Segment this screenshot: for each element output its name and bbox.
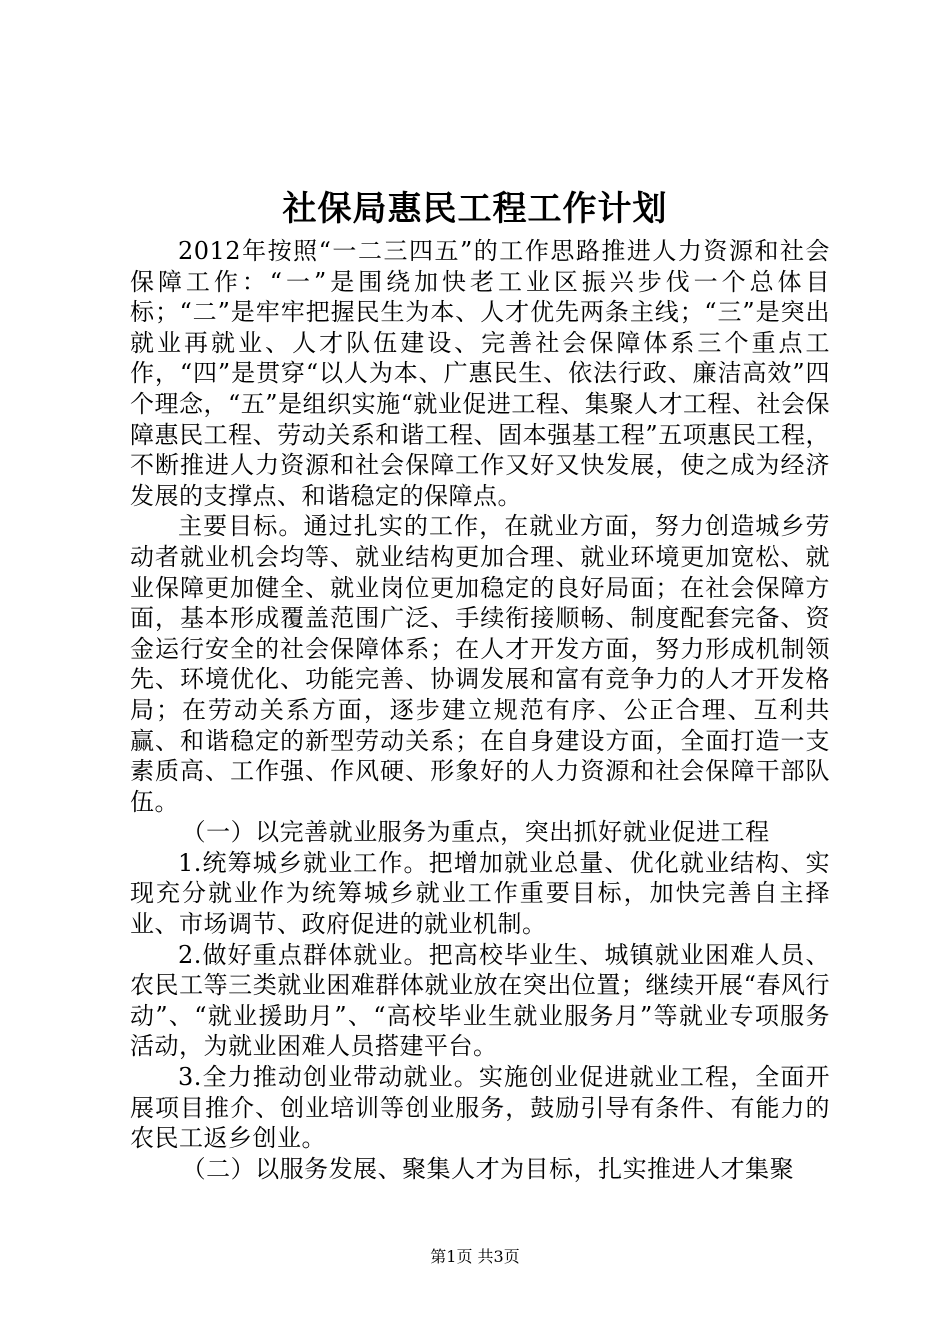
page-footer: 第1页 共3页 [430,1247,520,1266]
document-body [130,236,830,1184]
paragraph-item-2: 2.做好重点群体就业。把高校毕业生、城镇就业困难人员、农民工等三类就业困难群体就业放在突出位置；继续开展“春风行动”、“就业援助月”、“高校毕业生就业服务月”等就业专项服务活动，为就业困难人员搭建平台。 [130,940,830,1061]
paragraph-item-1: 1.统筹城乡就业工作。把增加就业总量、优化就业结构、实现充分就业作为统筹城乡就业工作重要目标，加快完善自主择业、市场调节、政府促进的就业机制。 [130,848,830,939]
section-heading-1: （一）以完善就业服务为重点，突出抓好就业促进工程 [181,818,770,847]
document-title: 社保局惠民工程工作计划 [282,189,668,229]
paragraph-main-goals: 主要目标。通过扎实的工作，在就业方面，努力创造城乡劳动者就业机会均等、就业结构更加合理、就业环境更加宽松、就业保障更加健全、就业岗位更加稳定的良好局面；在社会保障方面，基本形成覆盖范围广泛、手续衔接顺畅、制度配套完备、资金运行安全的社会保障体系；在人才开发方面，努力形成机制领先、环境优化、功能完善、协调发展和富有竞争力的人才开发格局；在劳动关系方面，逐步建立规范有序、公正合理、互利共赢、和谐稳定的新型劳动关系；在自身建设方面，全面打造一支素质高、工作强、作风硬、形象好的人力资源和社会保障干部队伍。 [130,512,830,816]
paragraph-item-3: 3.全力推动创业带动就业。实施创业促进就业工程，全面开展项目推介、创业培训等创业服务，鼓励引导有条件、有能力的农民工返乡创业。 [130,1063,830,1153]
paragraph-intro: 2012年按照“一二三四五”的工作思路推进人力资源和社会保障工作：“一”是围绕加快老工业区振兴步伐一个总体目标；“二”是牢牢把握民生为本、人才优先两条主线；“三”是突出就业再就业、人才队伍建设、完善社会保障体系三个重点工作，“四”是贯穿“以人为本、广惠民生、依法行政、廉洁高效”四个理念，“五”是组织实施“就业促进工程、集聚人才工程、社会保障惠民工程、劳动关系和谐工程、固本强基工程”五项惠民工程，不断推进人力资源和社会保障工作又好又快发展，使之成为经济发展的支撑点、和谐稳定的保障点。 [130,237,830,510]
section-heading-2: （二）以服务发展、聚集人才为目标，扎实推进人才集聚 [181,1154,795,1183]
